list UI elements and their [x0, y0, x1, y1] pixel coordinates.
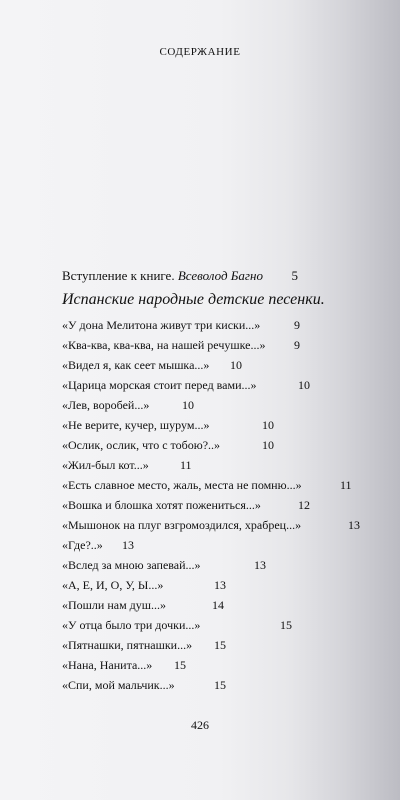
toc-entry-page: 9 [294, 338, 300, 352]
toc-entry [62, 458, 362, 478]
toc-entry [62, 578, 362, 598]
toc-entry [62, 418, 362, 438]
toc-entry-page: 10 [230, 358, 242, 372]
intro-entry [62, 268, 298, 284]
toc-entry [62, 678, 362, 698]
toc-entry-title: «Пошли нам душ...» [62, 598, 167, 612]
toc-entry-title: «Есть славное место, жаль, места не помню...» [62, 478, 302, 492]
section-title: Испанские народные детские песенки. [62, 291, 325, 308]
toc-entry-title: «Ква-ква, ква-ква, на нашей речушке...» [62, 338, 266, 352]
toc-entry-page: 10 [262, 438, 274, 452]
toc-entry-page: 9 [294, 318, 300, 332]
page-heading: СОДЕРЖАНИЕ [159, 46, 241, 58]
toc-entry-title: «Лев, воробей...» [62, 398, 150, 412]
toc-entry [62, 498, 362, 518]
toc-entry-title: «Вслед за мною запевай...» [62, 558, 201, 572]
toc-entry-page: 13 [214, 578, 226, 592]
toc-entry-title: «У отца было три дочки...» [62, 618, 201, 632]
toc-entry-title: «Видел я, как сеет мышка...» [62, 358, 210, 372]
toc-entry [62, 438, 362, 458]
toc-entry [62, 358, 362, 378]
intro-label: Вступление к книге. [62, 268, 175, 283]
toc-entry-page: 15 [214, 638, 226, 652]
toc-entry-page: 10 [298, 378, 310, 392]
toc-entry-page: 13 [348, 518, 360, 532]
toc-entry-title: «Где?..» [62, 538, 103, 552]
toc-entry-page: 13 [254, 558, 266, 572]
toc-entry [62, 538, 362, 558]
toc-entry-title: «Не верите, кучер, шурум...» [62, 418, 210, 432]
toc-entry [62, 638, 362, 658]
toc-entry [62, 598, 362, 618]
toc-entry-title: «Спи, мой мальчик...» [62, 678, 175, 692]
toc-entry-title: «Вошка и блошка хотят пожениться...» [62, 498, 261, 512]
toc-entry-page: 15 [280, 618, 292, 632]
toc-entry-page: 11 [180, 458, 192, 472]
toc-entry-title: «Царица морская стоит перед вами...» [62, 378, 257, 392]
page-number: 426 [191, 718, 209, 732]
toc-entry-title: «Нана, Нанита...» [62, 658, 153, 672]
toc-entry [62, 338, 362, 358]
toc-entry-page: 10 [262, 418, 274, 432]
toc-entry-title: «Пятнашки, пятнашки...» [62, 638, 193, 652]
toc-entry-title: «Жил-был кот...» [62, 458, 149, 472]
toc-entry-page: 13 [122, 538, 134, 552]
toc-entry [62, 478, 362, 498]
toc-entry-page: 15 [214, 678, 226, 692]
toc-entry [62, 558, 362, 578]
toc-entry-page: 14 [212, 598, 224, 612]
toc-entry [62, 378, 362, 398]
toc-entry-page: 11 [340, 478, 352, 492]
toc-entry-page: 10 [182, 398, 194, 412]
toc-entry-title: «У дона Мелитона живут три киски...» [62, 318, 261, 332]
toc-entry-title: «Ослик, ослик, что с тобою?..» [62, 438, 221, 452]
toc-entry-page: 15 [174, 658, 186, 672]
toc-entry [62, 618, 362, 638]
toc-entry [62, 658, 362, 678]
toc-entry [62, 518, 362, 538]
toc-entry-title: «А, Е, И, О, У, Ы...» [62, 578, 164, 592]
toc-entry-page: 12 [298, 498, 310, 512]
toc-list [62, 318, 362, 698]
toc-entry [62, 398, 362, 418]
toc-entry [62, 318, 362, 338]
intro-author: Всеволод Багно [177, 268, 263, 283]
toc-entry-title: «Мышонок на плуг взгромоздился, храбрец...» [62, 518, 302, 532]
intro-page: 5 [291, 268, 298, 283]
